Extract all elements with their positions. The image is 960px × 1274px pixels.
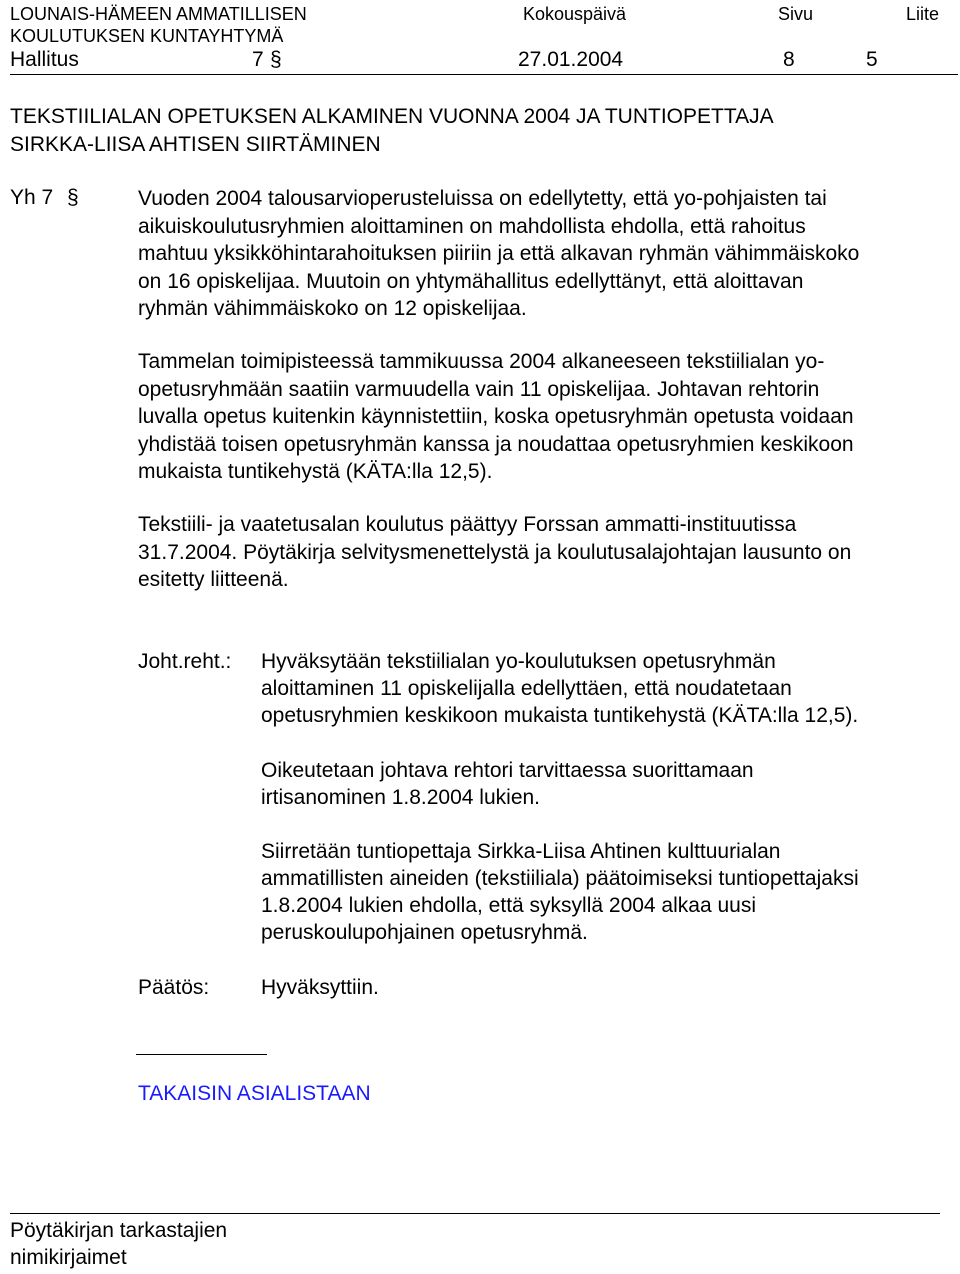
proposal-item-2 — [261, 757, 754, 811]
text-line: mahtuu yksikköhintarahoituksen piiriin ja että alkavan ryhmän vähimmäiskoko — [138, 242, 860, 265]
section-label: Yh 7 — [10, 186, 54, 209]
text-line: opetusryhmään saatiin varmuudella vain 11 opiskelijaa. Johtavan rehtorin — [138, 377, 820, 401]
paragraph-forssa-ending — [138, 511, 851, 594]
header-section-sign: § — [270, 48, 282, 71]
back-to-agenda-link[interactable]: TAKAISIN ASIALISTAAN — [138, 1082, 371, 1105]
paragraph-tammela-group — [138, 348, 854, 486]
org-name-line1: LOUNAIS-HÄMEEN AMMATILLISEN — [10, 4, 307, 24]
section-sign: § — [67, 186, 79, 209]
short-divider — [136, 1054, 267, 1055]
footer-line1: Pöytäkirjan tarkastajien — [10, 1219, 228, 1242]
text-line: ammatillisten aineiden (tekstiiliala) päätoimiseksi tuntiopettajaksi — [261, 867, 859, 890]
text-line: Siirretään tuntiopettaja Sirkka-Liisa Ahtinen kulttuurialan — [261, 840, 781, 863]
text-line: Oikeutetaan johtava rehtori tarvittaessa suorittamaan — [261, 759, 754, 782]
page-title-line2: SIRKKA-LIISA AHTISEN SIIRTÄMINEN — [10, 133, 381, 156]
header-section-number: 7 — [252, 48, 264, 71]
text-line: irtisanominen 1.8.2004 lukien. — [261, 786, 541, 809]
text-line: on 16 opiskelijaa. Muutoin on yhtymähallitus edellyttänyt, että aloittavan — [138, 269, 804, 293]
page-number: 8 — [783, 48, 795, 71]
text-line: 1.8.2004 lukien ehdolla, että syksyllä 2004 alkaa uusi — [261, 894, 756, 917]
header-divider — [10, 74, 958, 75]
text-line: 31.7.2004. Pöytäkirja selvitysmenettelystä ja koulutusalajohtajan lausunto on — [138, 540, 852, 564]
text-line: aloittaminen 11 opiskelijalla edellyttäen, että noudatetaan — [261, 677, 792, 700]
col-page-label: Sivu — [778, 4, 814, 24]
text-line: peruskoulupohjainen opetusryhmä. — [261, 921, 588, 944]
proposal-label: Joht.reht.: — [138, 650, 232, 673]
col-attachment-label: Liite — [906, 4, 940, 24]
text-line: Tammelan toimipisteessä tammikuussa 2004 alkaneeseen tekstiilialan yo- — [138, 350, 825, 373]
page-title-line1: TEKSTIILIALAN OPETUKSEN ALKAMINEN VUONNA 2004 JA TUNTIOPETTAJA — [10, 105, 774, 128]
text-line: luvalla opetus kuitenkin käynnistettiin, koska opetusryhmän opetusta voidaan — [138, 405, 854, 428]
text-line: yhdistää toisen opetusryhmän kanssa ja noudattaa opetusryhmien keskikoon — [138, 432, 854, 456]
col-meeting-date-label: Kokouspäivä — [523, 4, 627, 24]
decision-label: Päätös: — [138, 976, 210, 999]
text-line: opetusryhmien keskikoon mukaista tuntikehystä (KÄTA:lla 12,5). — [261, 704, 859, 727]
decision-value: Hyväksyttiin. — [261, 976, 379, 999]
text-line: esitetty liitteenä. — [138, 568, 289, 591]
text-line: Vuoden 2004 talousarvioperusteluissa on edellytetty, että yo-pohjaisten tai — [138, 187, 827, 210]
attachment-number: 5 — [866, 48, 878, 71]
meeting-date: 27.01.2004 — [518, 48, 624, 71]
footer-divider — [10, 1213, 940, 1214]
proposal-item-3 — [261, 838, 859, 946]
proposal-item-1 — [261, 648, 858, 729]
text-line: Tekstiili- ja vaatetusalan koulutus päättyy Forssan ammatti-instituutissa — [138, 513, 797, 536]
body-name: Hallitus — [10, 48, 79, 71]
text-line: Hyväksytään tekstiilialan yo-koulutuksen opetusryhmän — [261, 650, 776, 673]
text-line: mukaista tuntikehystä (KÄTA:lla 12,5). — [138, 460, 493, 483]
footer-line2: nimikirjaimet — [10, 1246, 127, 1269]
text-line: aikuiskoulutusryhmien aloittaminen on mahdollista ehdolla, että rahoitus — [138, 214, 806, 238]
org-name-line2: KOULUTUKSEN KUNTAYHTYMÄ — [10, 26, 284, 46]
paragraph-budget-rules — [138, 185, 859, 323]
text-line: ryhmän vähimmäiskoko on 12 opiskelijaa. — [138, 297, 527, 320]
